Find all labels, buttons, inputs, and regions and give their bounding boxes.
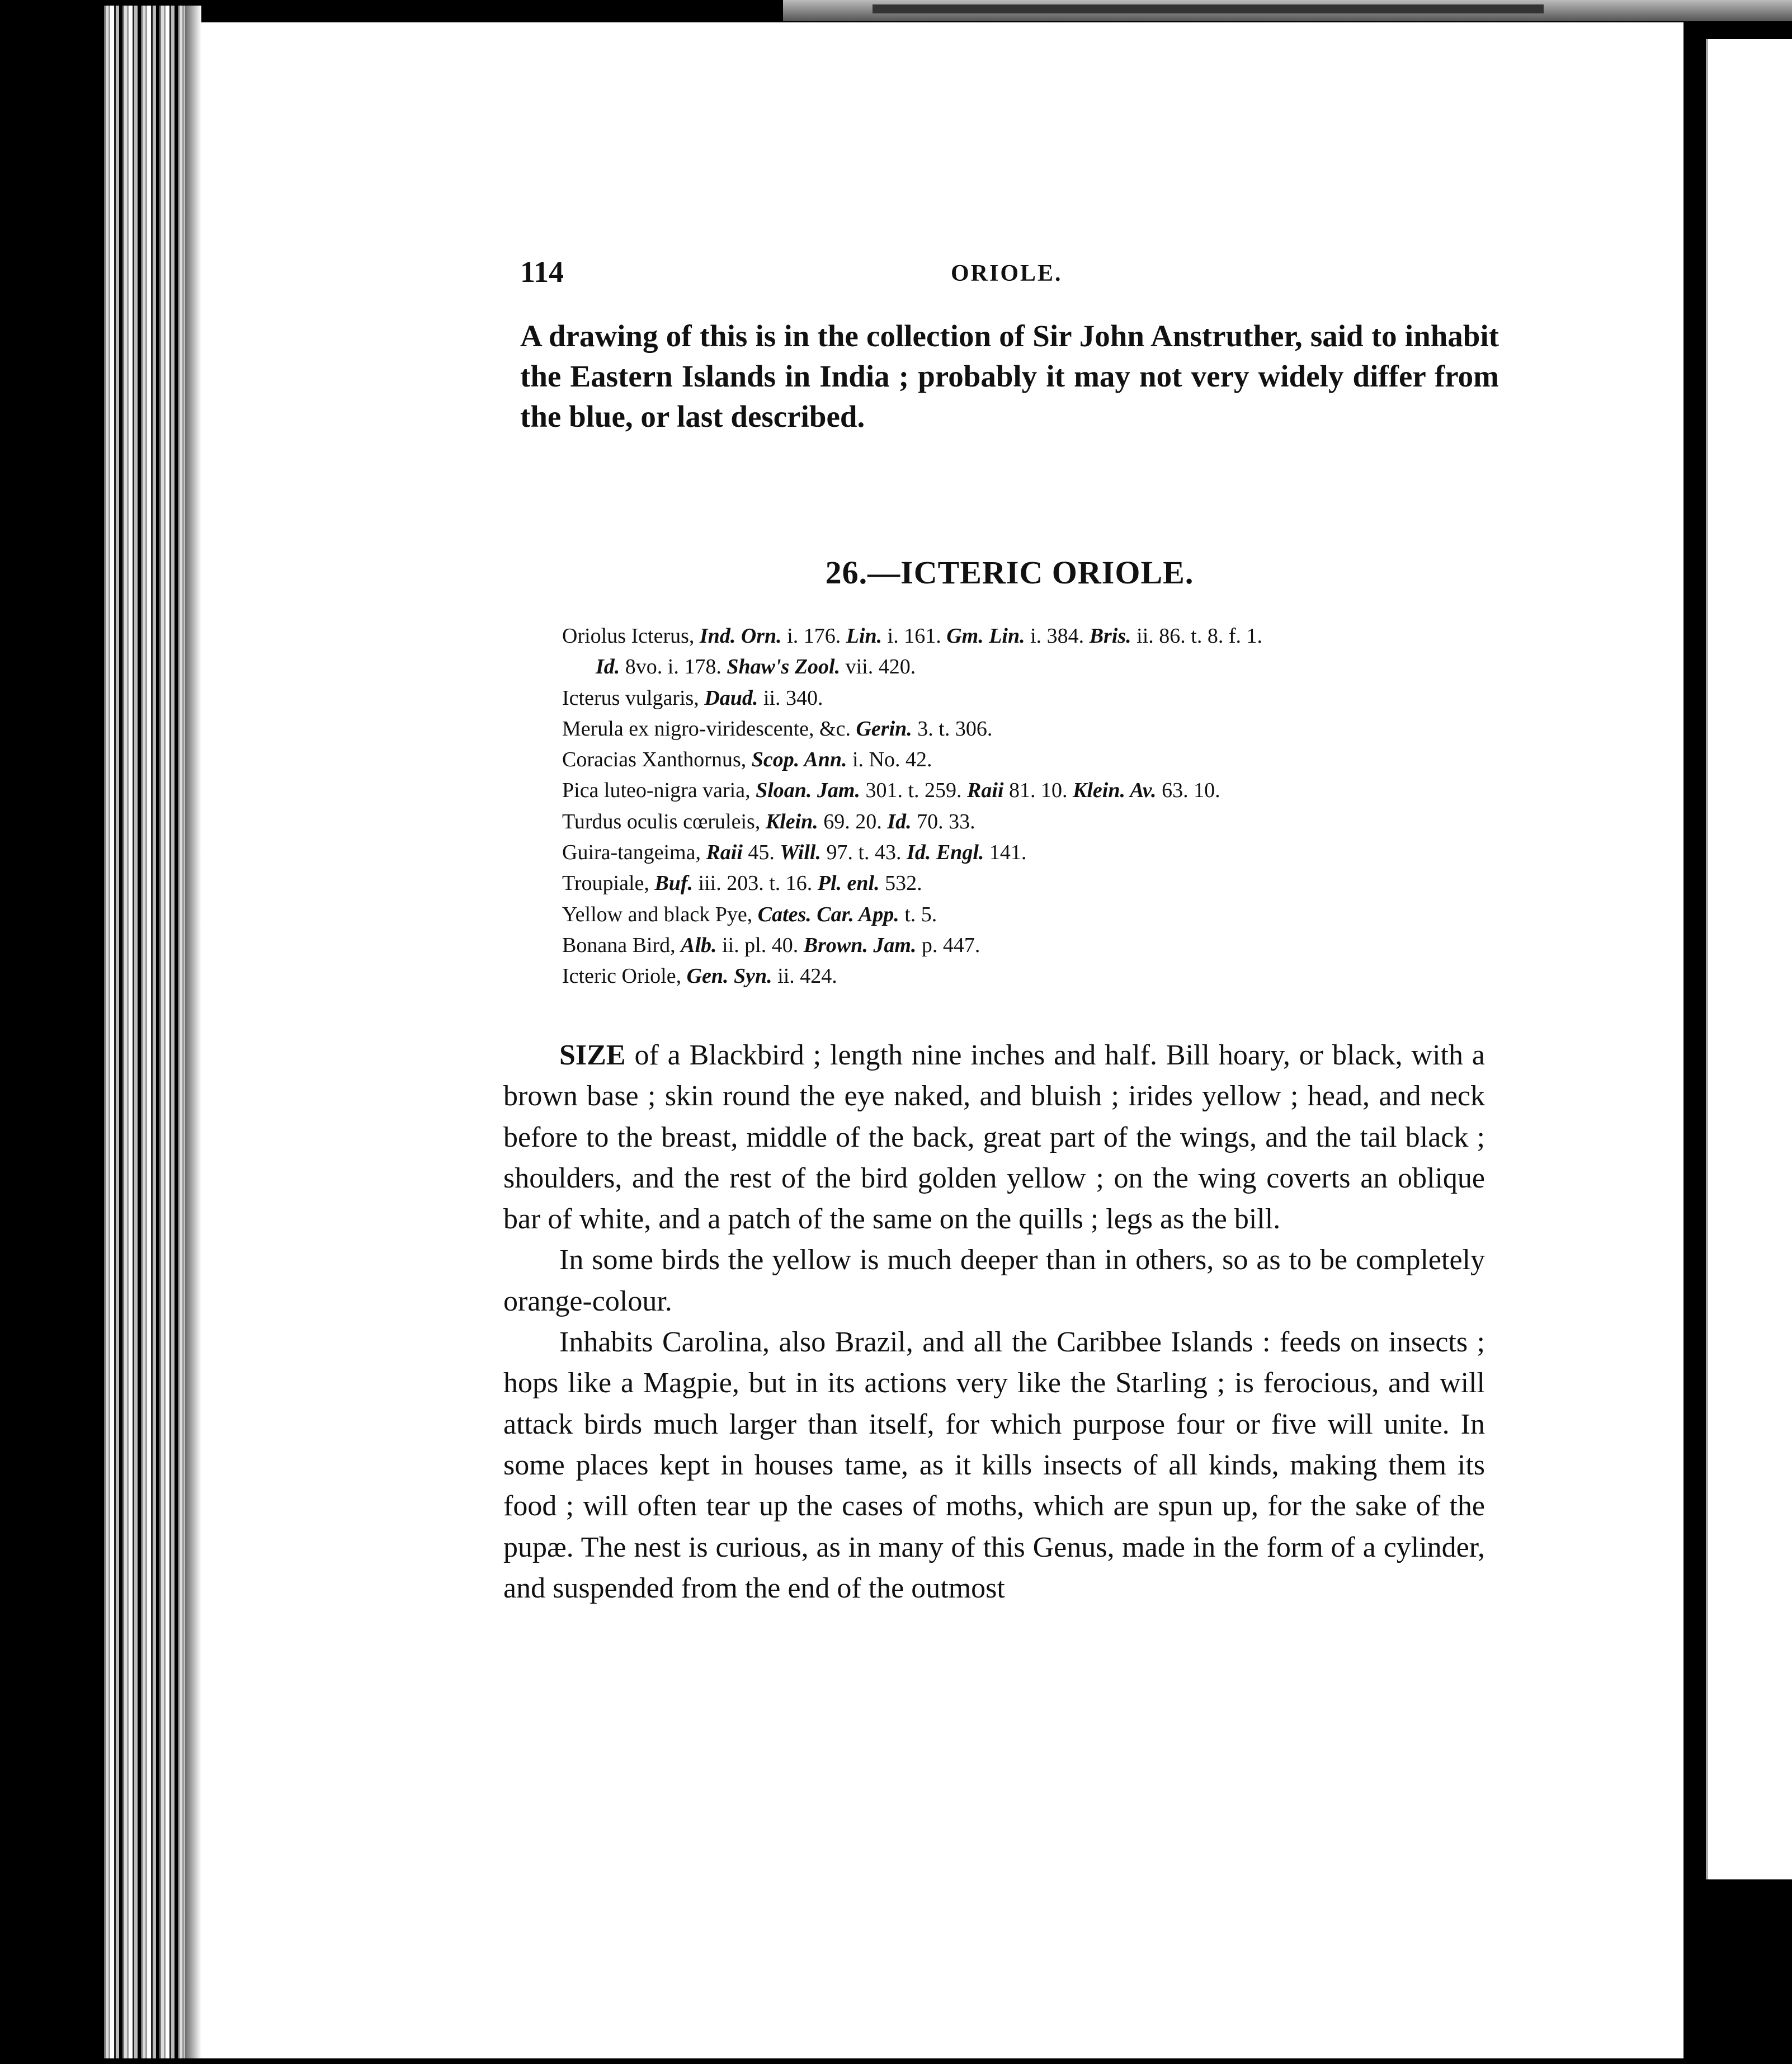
citation-locator: 3. t. 306. [912,717,993,741]
synonymy-entry [562,621,1479,652]
synonym-name: Turdus oculis cœruleis, [562,809,766,833]
citation-source: Raii [706,841,743,865]
synonymy-entry [562,868,1479,899]
synonymy-entry [562,683,1479,714]
synonymy-entry [562,930,1479,961]
size-description: of a Blackbird ; length nine inches and half. Bill hoary, or black, with a brown base ; skin round the eye naked, and bluish ; irides yellow ; head, and neck before to the breast, middle of the back, great part of the wings, and the tail black ; shoulders, and the rest of the bird golden yellow ; on the wing coverts an oblique bar of white, and a patch of the same on the quills ; legs as the bill. [503,1039,1485,1236]
citation-source: Gm. Lin. [946,624,1025,648]
citation-locator: 532. [879,871,922,896]
synonymy-entry [562,652,1479,682]
citation-locator: ii. 86. t. 8. f. 1. [1131,624,1262,648]
citation-locator: i. 161. [882,624,947,648]
citation-source: Id. [596,655,620,679]
citation-source: Id. [887,809,912,833]
description-paragraph-habitat: Inhabits Carolina, also Brazil, and all the Caribbee Islands : feeds on insects ; hops like a Magpie, but in its actions very like the Starling ; is ferocious, and will attack birds much larger than itself, for which purpose four or five will unite. In some places kept in houses tame, as it kills insects of all kinds, making them its food ; will often tear up the cases of moths, which are spun up, for the sake of the pupæ. The nest is curious, as in many of this Genus, made in the form of a cylinder, and suspended from the end of the outmost [503,1326,1485,1604]
synonym-name: Icterus vulgaris, [562,686,705,710]
species-heading [520,554,1499,591]
citation-locator: ii. 340. [758,686,823,710]
synonymy-entry [562,714,1479,744]
top-page-edge-shadow [873,4,1544,13]
running-head [520,255,1471,294]
synonym-name: Merula ex nigro-viridescente, &c. [562,717,856,741]
gutter-shadow [1683,22,1706,2058]
synonym-name: Pica luteo-nigra varia, [562,779,756,803]
citation-source: Scop. Ann. [751,748,847,772]
synonym-name: Oriolus Icterus, [562,624,700,648]
citation-source: Gerin. [856,717,912,741]
description-paragraph-colour: In some birds the yellow is much deeper than in others, so as to be completely orange-colour. [503,1244,1485,1317]
citation-locator: iii. 203. t. 16. [693,871,818,896]
citation-locator: t. 5. [899,902,937,926]
citation-source: Ind. Orn. [699,624,782,648]
intro-paragraph-text: A drawing of this is in the collection of Sir John Anstruther, said to inhabit the Eastern Islands in India ; probably it may not very widely differ from the blue, or last described. [520,319,1499,433]
description-paragraph-size [503,1035,1485,1240]
citation-source: Brown. Jam. [803,933,917,957]
citation-source: Shaw's Zool. [727,655,841,679]
citation-source: Lin. [846,624,883,648]
citation-source: Cates. Car. App. [757,902,899,926]
citation-source: Id. Engl. [907,841,984,865]
species-number: 26.— [825,554,901,591]
citation-locator: 70. 33. [911,809,975,833]
citation-source: Gen. Syn. [686,964,772,988]
citation-locator: 8vo. i. 178. [620,655,727,679]
citation-source: Alb. [681,933,717,957]
citation-source: Buf. [654,871,694,896]
citation-source: Will. [780,841,821,865]
citation-locator: i. 384. [1025,624,1090,648]
species-name: ICTERIC ORIOLE. [900,554,1194,591]
citation-locator: 301. t. 259. [860,779,968,803]
synonym-name: Bonana Bird, [562,933,681,957]
citation-source: Raii [967,779,1004,803]
citation-source: Klein. [765,809,818,833]
synonymy-entry [562,807,1479,837]
citation-locator: 63. 10. [1156,779,1220,803]
description-body [503,1035,1485,1609]
synonym-name: Coracias Xanthornus, [562,748,752,772]
intro-paragraph [520,316,1499,437]
synonym-name: Troupiale, [562,871,655,896]
synonym-name: Icteric Oriole, [562,964,687,988]
citation-locator: ii. 424. [772,964,837,988]
synonymy-list [562,621,1479,992]
citation-locator: ii. pl. 40. [716,933,804,957]
citation-locator: 81. 10. [1003,779,1073,803]
synonymy-entry [562,899,1479,930]
citation-locator: 69. 20. [818,809,888,833]
citation-source: Bris. [1089,624,1131,648]
size-lead-word: SIZE [559,1039,626,1071]
citation-locator: 97. t. 43. [820,841,907,865]
synonymy-entry [562,744,1479,775]
citation-locator: vii. 420. [840,655,916,679]
synonymy-entry [562,961,1479,992]
citation-locator: 45. [742,841,780,865]
page-number: 114 [520,255,564,289]
citation-source: Pl. enl. [817,871,880,896]
synonym-name: Guira-tangeima, [562,841,706,865]
citation-locator: 141. [984,841,1027,865]
citation-locator: p. 447. [916,933,980,957]
citation-source: Klein. Av. [1073,779,1157,803]
spine-shadow [185,6,201,2058]
citation-source: Sloan. Jam. [756,779,860,803]
adjacent-page-edge [1706,39,1792,1879]
synonym-name: Yellow and black Pye, [562,902,758,926]
running-title: ORIOLE. [951,261,1063,286]
synonymy-entry [562,775,1479,806]
citation-source: Daud. [704,686,758,710]
synonymy-entry [562,837,1479,868]
citation-locator: i. No. 42. [847,748,932,772]
citation-locator: i. 176. [781,624,846,648]
